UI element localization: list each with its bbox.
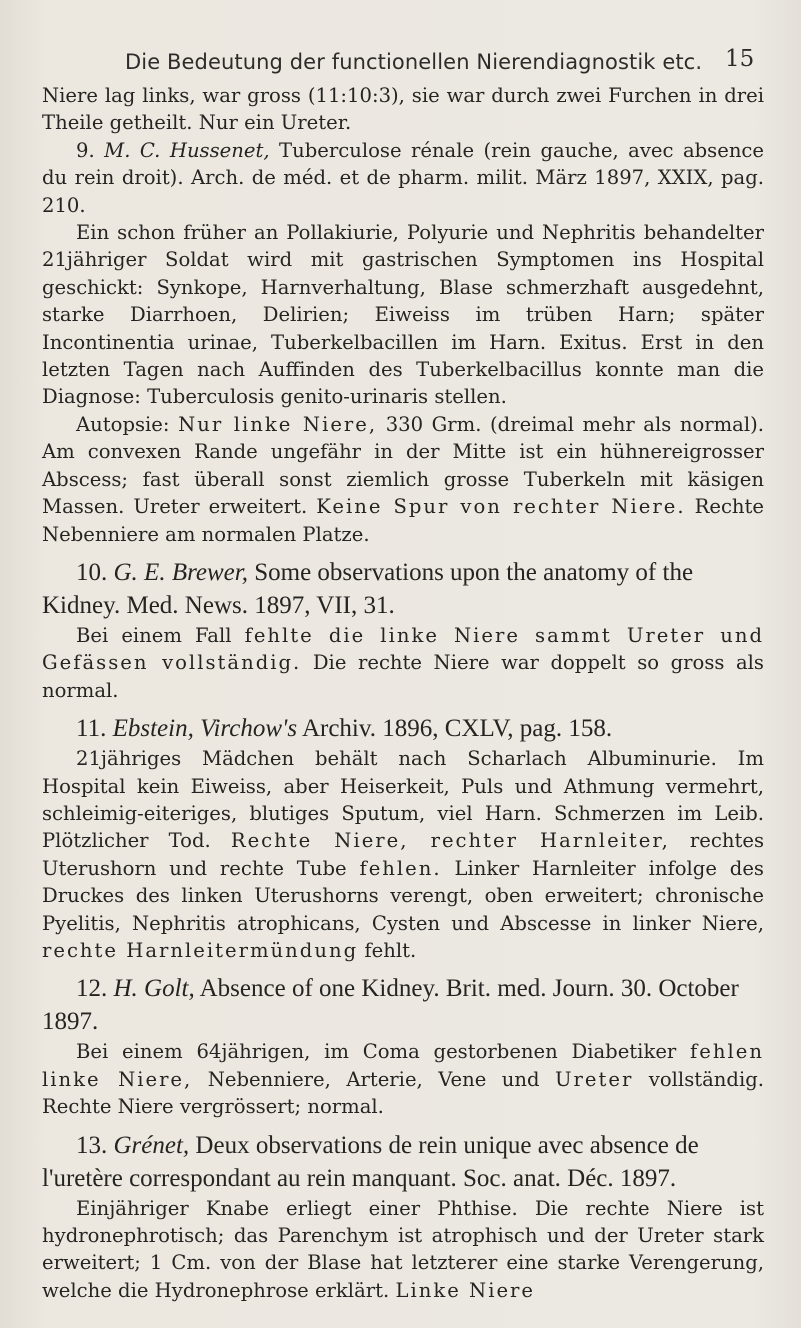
entry-author: Ebstein, Virchow's — [112, 715, 298, 743]
case-text: Einjähriger Knabe erliegt einer Phthise. Die rechte Niere ist hydronephrotisch; das Parenchym ist atrophisch und der Ureter stark erweitert; 1 Cm. von der Blase hat letzterer eine starke Verengerung, welche die Hydronephrose erklärt. — [42, 1196, 764, 1302]
entry-number: 11. — [76, 715, 107, 743]
spaced-emphasis: rechte Harnleitermündung — [42, 938, 359, 962]
case-text: 21jähriges Mädchen behält nach Scharlach Albuminurie. Im Hospital kein Eiweiss, aber Heiserkeit, Puls und Athmung vermehrt, schleimig-eiteriges, blutiges Sputum, viel Harn. Schmerzen im Leib. Plötzlicher Tod. — [42, 747, 764, 853]
entry-citation: Absence of one Kidney. Brit. med. Journ. 30. October 1897. — [42, 975, 739, 1036]
running-head: Die Bedeutung der functionellen Nierendiagnostik etc. — [125, 50, 703, 74]
entry-11-reference — [42, 712, 764, 745]
entry-9-case-text: Ein schon früher an Pollakiurie, Polyurie und Nephritis behandelter 21jähriger Soldat wird mit gastrischen Symptomen ins Hospital geschickt: Synkope, Harnverhaltung, Blase schmerzhaft ausgedehnt, starke Diarrhoen, Delirien; Eiweiss im trüben Harn; später Incontinentia urinae, Tuberkelbacillen im Harn. Exitus. Erst in den letzten Tagen nach Auffinden des Tuberkelbacillus konnte man die Diagnose: Tuberculosis genito-urinaris stellen. — [42, 221, 764, 409]
case-text: fehlt. — [358, 938, 417, 962]
spaced-emphasis: fehlte die linke Niere sammt Ureter und Gefässen vollständig. — [42, 623, 764, 675]
entry-author: H. Golt, — [113, 975, 195, 1003]
entry-number: 10. — [76, 558, 108, 586]
entry-citation: Deux observations de rein unique avec absence de l'uretère correspondant au rein manquant. Soc. anat. Déc. 1897. — [42, 1131, 699, 1192]
entry-number: 13. — [76, 1131, 108, 1159]
case-text: Bei einem 64jährigen, im Coma gestorbenen Diabetiker — [76, 1040, 691, 1064]
spaced-emphasis: Rechte Niere, rechter Harnleiter, — [230, 829, 670, 853]
entry-10-case-text — [42, 622, 764, 704]
case-text: Die rechte Niere war doppelt so gross als normal. — [42, 651, 764, 702]
autopsy-text: 330 Grm. (dreimal mehr als normal). Am convexen Rande ungefähr in der Mitte ist ein hühnereigrosser Abscess; fast überall sonst ziemlich grosse Tuberkeln mit käsigen Massen. Ureter erweitert. — [42, 412, 765, 519]
entry-10-reference — [42, 556, 764, 622]
entry-11-case-text — [42, 745, 764, 964]
entry-13-case-text — [42, 1195, 764, 1305]
entry-author: M. C. Hussenet, — [104, 138, 270, 162]
autopsy-text: Rechte Nebenniere am normalen Platze. — [42, 495, 765, 546]
page-body — [42, 82, 764, 1304]
spaced-emphasis: Nur linke Niere, — [178, 412, 378, 436]
entry-12-reference — [42, 972, 764, 1038]
spaced-emphasis: fehlen linke Niere, — [42, 1040, 764, 1091]
entry-13-reference — [42, 1129, 764, 1195]
autopsy-label: Autopsie: — [76, 412, 179, 436]
entry-author: G. E. Brewer, — [113, 558, 248, 586]
entry-author: Grénet, — [113, 1131, 190, 1159]
spaced-emphasis: Keine Spur von rechter Niere. — [316, 495, 686, 519]
entry-9-reference — [42, 137, 764, 219]
spaced-emphasis: Ureter — [555, 1067, 634, 1091]
page-number: 15 — [725, 46, 755, 72]
case-text: Nebenniere, Arterie, Vene und — [192, 1067, 556, 1091]
case-text: Linker Harnleiter infolge des Druckes des linken Uterushorns verengt, oben erweitert; chronische Pyelitis, Nephritis atrophicans, Cysten und Abscesse in linker Niere, — [42, 856, 764, 935]
entry-number: 9. — [76, 138, 95, 162]
entry-9-autopsy-text — [42, 411, 764, 548]
spaced-emphasis: Linke Niere — [395, 1278, 536, 1302]
entry-citation: Some observations upon the anatomy of the Kidney. Med. News. 1897, VII, 31. — [42, 558, 694, 619]
spaced-emphasis: fehlen. — [359, 856, 442, 880]
case-text: rechtes Uterushorn und rechte Tube — [42, 829, 765, 880]
entry-8-continuation: Niere lag links, war gross (11:10:3), sie war durch zwei Furchen in drei Theile getheilt. Nur ein Ureter. — [42, 84, 764, 135]
entry-citation: Tuberculose rénale (rein gauche, avec absence du rein droit). Arch. de méd. et de pharm. milit. März 1897, XXIX, pag. 210. — [42, 138, 765, 217]
entry-citation: Archiv. 1896, CXLV, pag. 158. — [297, 715, 613, 743]
case-text: vollständig. Rechte Niere vergrössert; normal. — [42, 1067, 765, 1119]
entry-12-case-text — [42, 1038, 764, 1120]
case-text: Bei einem Fall — [76, 623, 245, 647]
entry-number: 12. — [76, 975, 108, 1003]
